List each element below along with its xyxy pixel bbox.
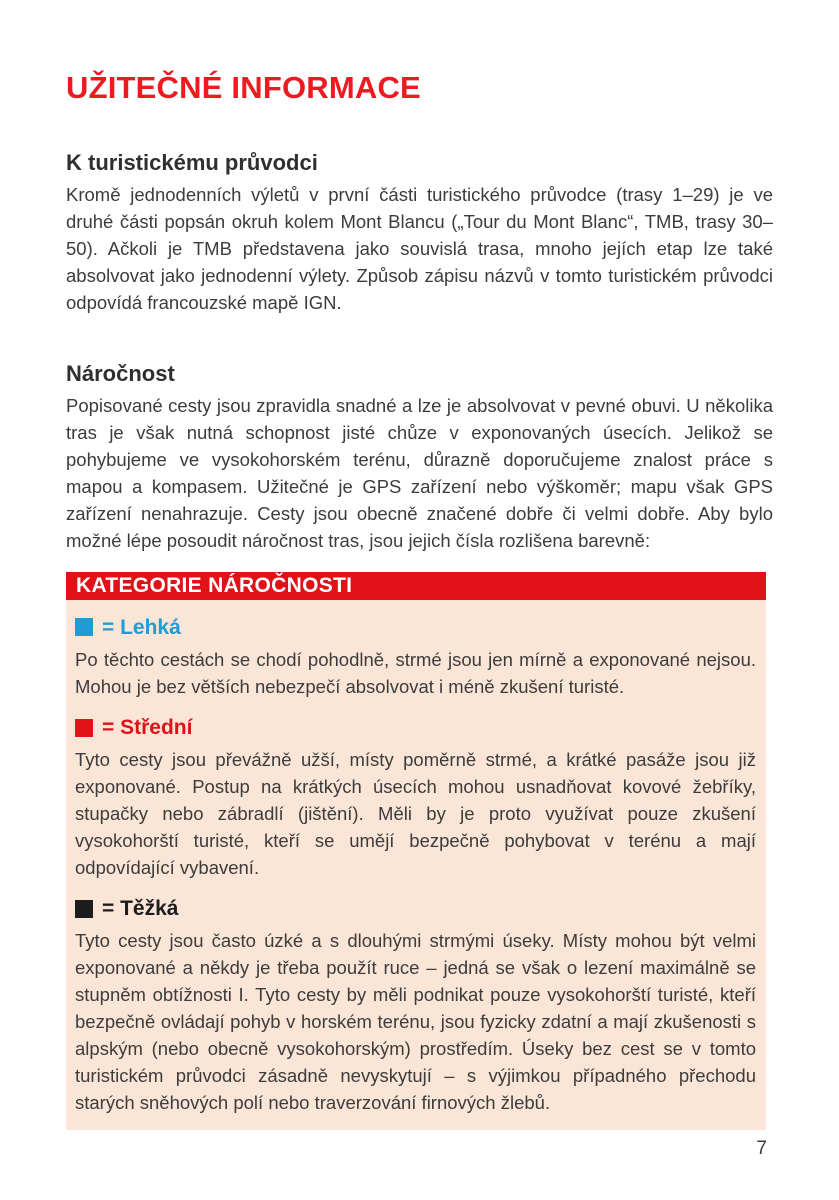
category-heading-hard (75, 897, 756, 920)
category-body-hard: Tyto cesty jsou často úzké a s dlouhými strmými úseky. Místy mohou být velmi exponované a někdy je třeba použít ruce – jedná se však o lezení maximálně se stupněm obtížnosti I. Tyto cesty by měli podnikat pouze vysokohorští turisté, kteří bezpečně ovládají pohyb v horském terénu, jsou fyzicky zdatní a mají zkušenosti s alpským (nebo obecně vysokohorským) prostředím. Úseky bez cest se v tomto turistickém průvodci zásadně nevyskytují – s výjimkou případného přechodu starých sněhových polí nebo traverzování firnových žlebů. (75, 930, 756, 1114)
section-body-difficulty: Popisované cesty jsou zpravidla snadné a lze je absolvovat v pevné obuvi. U několika tras je však nutná schopnost jisté chůze v exponovaných úsecích. Jelikož se pohybujeme ve vysokohorském terénu, důrazně doporučujeme znalost práce s mapou a kompasem. Užitečné je GPS zařízení nebo výškoměr; mapu však GPS zařízení nenahrazuje. Cesty jsou obecně značené dobře či velmi dobře. Aby bylo možné lépe posoudit náročnost tras, jsou jejich čísla rozlišena barevně: (66, 394, 773, 551)
category-label-medium: = Střední (102, 716, 193, 740)
category-heading-medium (75, 716, 756, 739)
difficulty-categories-box (66, 572, 766, 1130)
page-title: UŽITEČNÉ INFORMACE (66, 70, 421, 105)
category-label-hard: = Těžká (102, 897, 179, 921)
section-heading-difficulty: Náročnost (66, 360, 175, 386)
category-body-easy: Po těchto cestách se chodí pohodlně, strmé jsou jen mírně a exponované nejsou. Mohou je bez větších nebezpečí absolvovat i méně zkušení turisté. (75, 649, 756, 698)
section-heading-guide: K turistickému průvodci (66, 149, 318, 175)
page-content (66, 0, 773, 1130)
category-banner: KATEGORIE NÁROČNOSTI (66, 572, 766, 600)
category-body-medium: Tyto cesty jsou převážně užší, místy poměrně strmé, a krátké pasáže jsou již exponované. Postup na krátkých úsecích mohou usnadňovat kovové žebříky, stupačky nebo zábradlí (jištění). Měli by je proto využívat pouze zkušení vysokohorští turisté, kteří se umějí bezpečně pohybovat v terénu a mají odpovídající vybavení. (75, 749, 756, 879)
hard-square-icon (75, 900, 93, 918)
category-label-easy: = Lehká (102, 615, 181, 639)
category-box-body (66, 600, 766, 1130)
category-heading-easy (75, 616, 756, 639)
section-body-guide: Kromě jednodenních výletů v první části turistického průvodce (trasy 1–29) je ve druhé části popsán okruh kolem Mont Blancu („Tour du Mont Blanc“, TMB, trasy 30–50). Ačkoli je TMB představena jako souvislá trasa, mnoho jejích etap lze také absolvovat jako jednodenní výlety. Způsob zápisu názvů v tomto turistickém průvodci odpovídá francouzské mapě IGN. (66, 183, 773, 313)
page-number: 7 (756, 1138, 767, 1159)
medium-square-icon (75, 719, 93, 737)
easy-square-icon (75, 618, 93, 636)
